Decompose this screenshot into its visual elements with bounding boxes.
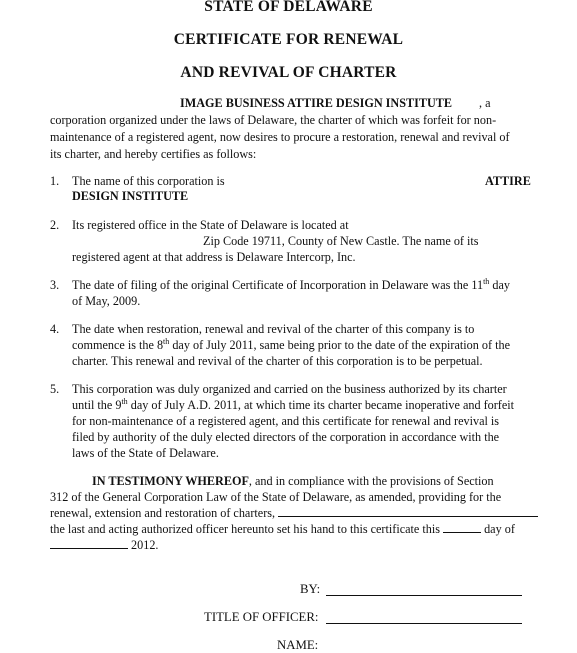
- item-2-number: 2.: [50, 218, 60, 232]
- document-subtitle-line1: CERTIFICATE FOR RENEWAL: [173, 31, 404, 48]
- item-1-name-fragment: ATTIRE: [485, 174, 531, 188]
- item-5-line3: for non-maintenance of a registered agent, and this certificate for renewal and revival is: [72, 414, 500, 428]
- item-2-line3: registered agent at that address is Delaware Intercorp, Inc.: [72, 250, 356, 264]
- testimony-line2: 312 of the General Corporation Law of the State of Delaware, as amended, providing for the: [50, 490, 502, 504]
- testimony-line1: IN TESTIMONY WHEREOF, and in compliance with the provisions of Section: [92, 474, 494, 488]
- item-4-line1: The date when restoration, renewal and revival of the charter of this company is to: [72, 322, 475, 336]
- month-blank-line: [50, 548, 128, 549]
- item-1-line1: The name of this corporation is: [72, 174, 225, 188]
- item-2-line2: Zip Code 19711, County of New Castle. The name of its: [203, 234, 479, 248]
- by-signature-line[interactable]: [326, 595, 522, 596]
- item-4-number: 4.: [50, 322, 60, 336]
- item-4-line2: commence is the 8th day of July 2011, same being prior to the date of the expiration of the: [72, 336, 510, 352]
- testimony-line4: the last and acting authorized officer hereunto set his hand to this certificate this day of: [50, 522, 515, 536]
- title-of-officer-line[interactable]: [326, 623, 522, 624]
- document-title: STATE OF DELAWARE: [204, 0, 373, 15]
- item-2-line1: Its registered office in the State of Delaware is located at: [72, 218, 349, 232]
- item-5-line2: until the 9th day of July A.D. 2011, at which time its charter became inoperative and forfeit: [72, 396, 515, 412]
- item-5-line4: filed by authority of the duly elected directors of the corporation in accordance with the: [72, 430, 500, 444]
- item-1-number: 1.: [50, 174, 60, 188]
- item-5-number: 5.: [50, 382, 60, 396]
- by-label: BY:: [300, 582, 321, 596]
- intro-line3: maintenance of a registered agent, now desires to procure a restoration, renewal and revival of: [50, 130, 510, 144]
- testimony-line5: 2012.: [50, 538, 158, 553]
- item-5-line5: laws of the State of Delaware.: [72, 446, 219, 460]
- item-3-line1: The date of filing of the original Certificate of Incorporation in Delaware was the 11th day: [72, 276, 510, 292]
- name-label: NAME:: [277, 638, 319, 652]
- item-3-number: 3.: [50, 278, 60, 292]
- blank-line: [278, 516, 538, 517]
- intro-corporation-name-fragment: IMAGE BUSINESS ATTIRE DESIGN INSTITUTE: [180, 96, 453, 110]
- intro-line2: corporation organized under the laws of Delaware, the charter of which was forfeit for non-: [50, 113, 497, 127]
- item-4-line3: charter. This renewal and revival of the charter of this corporation is to be perpetual.: [72, 354, 483, 368]
- document-subtitle-line2: AND REVIVAL OF CHARTER: [180, 64, 397, 81]
- day-blank-line: [443, 532, 481, 533]
- item-1-line2: DESIGN INSTITUTE: [72, 189, 189, 203]
- title-of-officer-label: TITLE OF OFFICER:: [204, 610, 319, 624]
- testimony-line3: renewal, extension and restoration of charters,: [50, 506, 538, 521]
- item-5-line1: This corporation was duly organized and carried on the business authorized by its charter: [72, 382, 507, 396]
- intro-line4: its charter, and hereby certifies as follows:: [50, 147, 257, 161]
- intro-line1-rest: , a: [479, 96, 491, 110]
- item-3-line2: of May, 2009.: [72, 294, 141, 308]
